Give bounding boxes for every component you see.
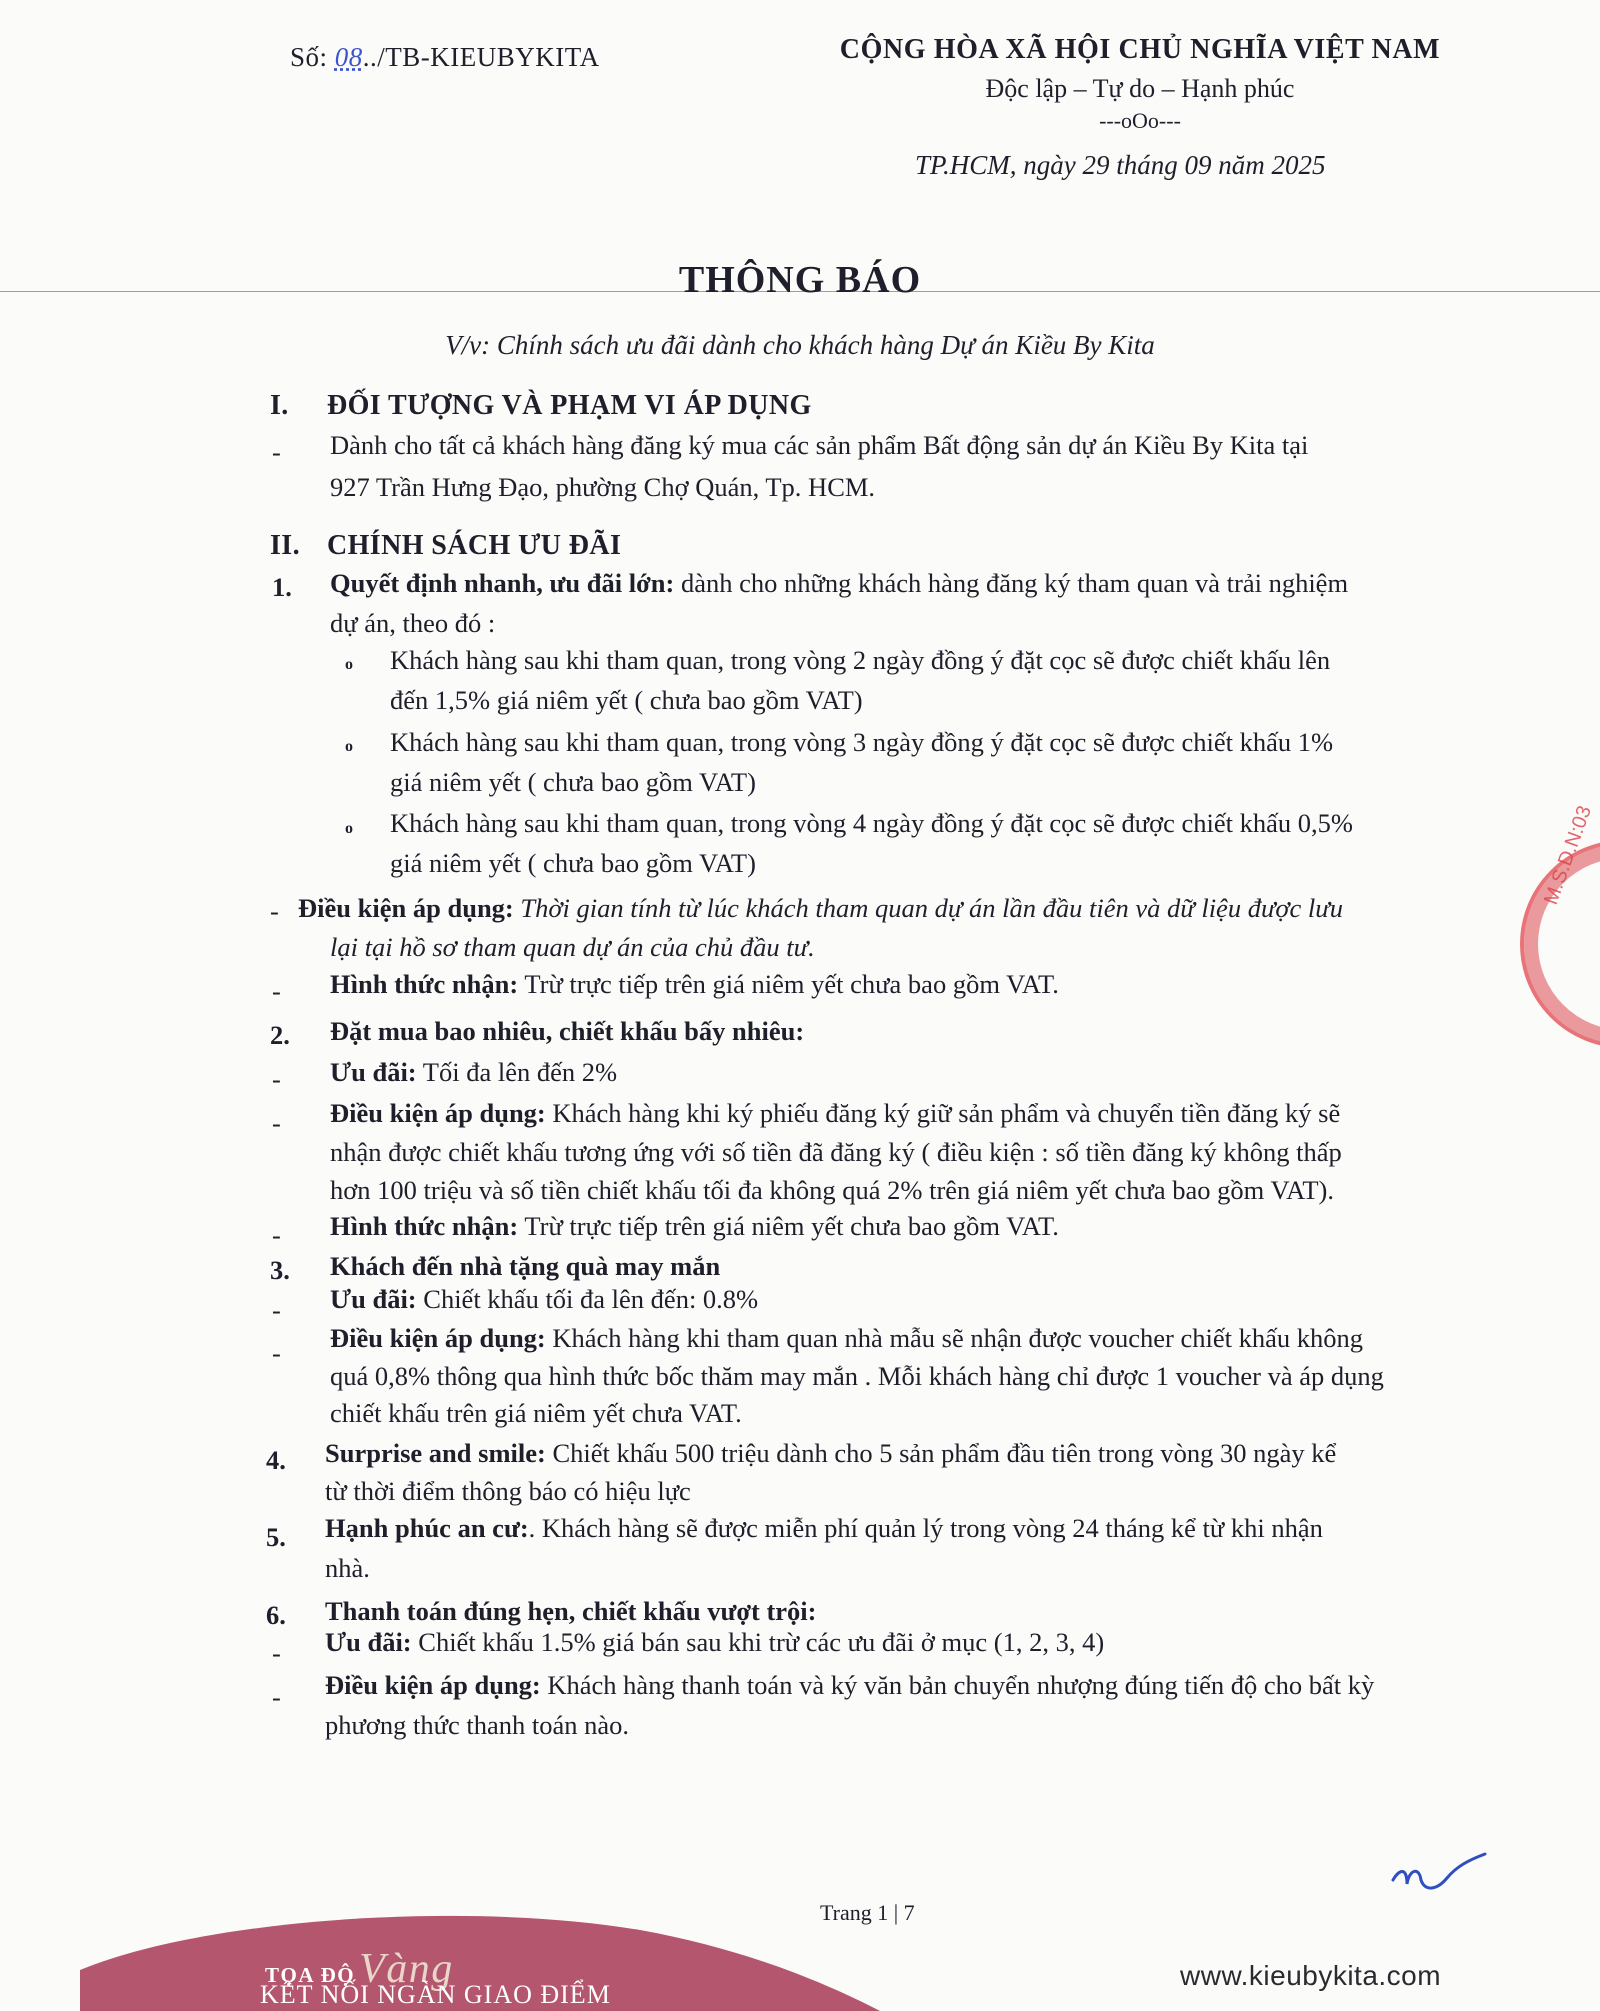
item-6-offer: Ưu đãi: Chiết khấu 1.5% giá bán sau khi trừ các ưu đãi ở mục (1, 2, 3, 4) [325,1627,1105,1657]
item-2-form: Hình thức nhận: Trừ trực tiếp trên giá niêm yết chưa bao gồm VAT. [330,1211,1059,1241]
footer-website: www.kieubykita.com [1180,1960,1442,1991]
document-number [290,42,600,73]
national-motto: Độc lập – Tự do – Hạnh phúc [985,74,1295,103]
document-date: TP.HCM, ngày 29 tháng 09 năm 2025 [915,150,1326,180]
item-4-number: 4. [266,1445,286,1475]
item-5-number: 5. [266,1522,286,1552]
item-2-offer: Ưu đãi: Tối đa lên đến 2% [330,1057,618,1087]
dash: - [270,896,279,926]
bullet-1-line-2: đến 1,5% giá niêm yết ( chưa bao gồm VAT) [390,685,863,715]
section-1-heading: ĐỐI TƯỢNG VÀ PHẠM VI ÁP DỤNG [327,390,812,421]
section-1-numeral: I. [270,390,289,421]
item-6-condition-line-1: Điều kiện áp dụng: Khách hàng thanh toán và ký văn bản chuyển nhượng đúng tiến độ cho bất kỳ [325,1670,1375,1700]
item-3-condition-line-1: Điều kiện áp dụng: Khách hàng khi tham quan nhà mẫu sẽ nhận được voucher chiết khấu không [330,1323,1364,1353]
item-2-condition-line-3: hơn 100 triệu và số tiền chiết khấu tối đa không quá 2% trên giá niêm yết chưa bao gồm VAT). [330,1175,1334,1205]
bullet-2-line-1: Khách hàng sau khi tham quan, trong vòng 3 ngày đồng ý đặt cọc sẽ được chiết khấu 1% [390,727,1334,757]
item-2-condition-line-2: nhận được chiết khấu tương ứng với số tiền đã đăng ký ( điều kiện : số tiền đăng ký không thấp [330,1137,1342,1167]
footer-slogan-script: Vàng [359,1946,454,1992]
item-3-heading: Khách đến nhà tặng quà may mắn [330,1251,721,1281]
item-4-line-2: từ thời điểm thông báo có hiệu lực [325,1476,691,1506]
dash: - [272,976,281,1006]
item-3-condition-line-3: chiết khấu trên giá niêm yết chưa VAT. [330,1398,742,1428]
document-title: THÔNG BÁO [678,259,922,301]
item-1-number: 1. [272,572,292,602]
document-number-prefix: Số: [290,42,335,72]
item-3-condition-line-2: quá 0,8% thông qua hình thức bốc thăm may mắn . Mỗi khách hàng chỉ được 1 voucher và áp dụng [330,1361,1384,1391]
dash: - [272,1220,281,1250]
footer-slogan-line-2: KẾT NỐI NGÀN GIAO ĐIỂM [260,1980,611,2009]
dash: - [272,1638,281,1668]
item-1-title: Quyết định nhanh, ưu đãi lớn: [330,568,675,598]
dash: - [272,1108,281,1138]
item-1-condition-line-2: lại tại hồ sơ tham quan dự án của chủ đầu tư. [330,932,815,962]
item-4-line-1: Surprise and smile: Chiết khấu 500 triệu dành cho 5 sản phẩm đầu tiên trong vòng 30 ngày kể [325,1438,1337,1468]
bullet-1-line-1: Khách hàng sau khi tham quan, trong vòng 2 ngày đồng ý đặt cọc sẽ được chiết khấu lên [390,645,1331,675]
bullet-3-line-2: giá niêm yết ( chưa bao gồm VAT) [390,848,756,878]
bullet-icon: o [345,738,353,755]
bullet-icon: o [345,820,353,837]
page-number: Trang 1 | 7 [820,1900,915,1925]
signature-mark [1385,1850,1495,1910]
item-6-condition-line-2: phương thức thanh toán nào. [325,1710,629,1740]
footer-slogan-line-1: TỌA ĐỘVàng [265,1946,454,1992]
dash: - [272,1295,281,1325]
national-header [760,34,1520,134]
section-2-numeral: II. [270,530,300,561]
item-1-form: Hình thức nhận: Trừ trực tiếp trên giá niêm yết chưa bao gồm VAT. [330,969,1059,999]
item-1-condition-line-1: Điều kiện áp dụng: Thời gian tính từ lúc khách tham quan dự án lần đầu tiên và dữ liệu được lưu [298,893,1343,923]
item-3-offer: Ưu đãi: Chiết khấu tối đa lên đến: 0.8% [330,1284,759,1314]
item-1-line-2: dự án, theo đó : [330,608,496,638]
nation-title: CỘNG HÒA XÃ HỘI CHỦ NGHĨA VIỆT NAM [839,34,1441,65]
dash: - [272,1682,281,1712]
dash: - [272,1064,281,1094]
document-number-handwritten: 08 [334,42,363,72]
bullet-3-line-1: Khách hàng sau khi tham quan, trong vòng 4 ngày đồng ý đặt cọc sẽ được chiết khấu 0,5% [390,808,1354,838]
dash: - [272,1338,281,1368]
document-number-suffix: ../TB-KIEUBYKITA [362,42,600,72]
item-1-line-1: Quyết định nhanh, ưu đãi lớn: dành cho những khách hàng đăng ký tham quan và trải nghiệm [330,568,1349,598]
section-1-line-1: Dành cho tất cả khách hàng đăng ký mua các sản phẩm Bất động sản dự án Kiều By Kita tại [330,430,1309,460]
section-1-dash: - [272,437,281,467]
item-2-heading: Đặt mua bao nhiêu, chiết khấu bấy nhiêu: [330,1016,805,1046]
item-6-heading: Thanh toán đúng hẹn, chiết khấu vượt trội: [325,1596,817,1626]
item-6-number: 6. [266,1600,286,1630]
section-1-line-2: 927 Trần Hưng Đạo, phường Chợ Quán, Tp. HCM. [330,472,876,502]
item-5-line-1: Hạnh phúc an cư:. Khách hàng sẽ được miễn phí quản lý trong vòng 24 tháng kể từ khi nhận [325,1513,1323,1543]
stamp-text: M.S.D.N:03 [1540,802,1597,908]
section-2-heading: CHÍNH SÁCH ƯU ĐÃI [327,530,622,561]
document-subject: V/v: Chính sách ưu đãi dành cho khách hàng Dự án Kiều By Kita [445,330,1155,360]
bullet-2-line-2: giá niêm yết ( chưa bao gồm VAT) [390,767,756,797]
item-3-number: 3. [270,1255,290,1285]
item-2-number: 2. [270,1020,290,1050]
item-5-line-2: nhà. [325,1553,370,1583]
header-decoration: ---oOo--- [1099,108,1181,133]
item-2-condition-line-1: Điều kiện áp dụng: Khách hàng khi ký phiếu đăng ký giữ sản phẩm và chuyển tiền đăng ký sẽ [330,1098,1341,1128]
bullet-icon: o [345,656,353,673]
